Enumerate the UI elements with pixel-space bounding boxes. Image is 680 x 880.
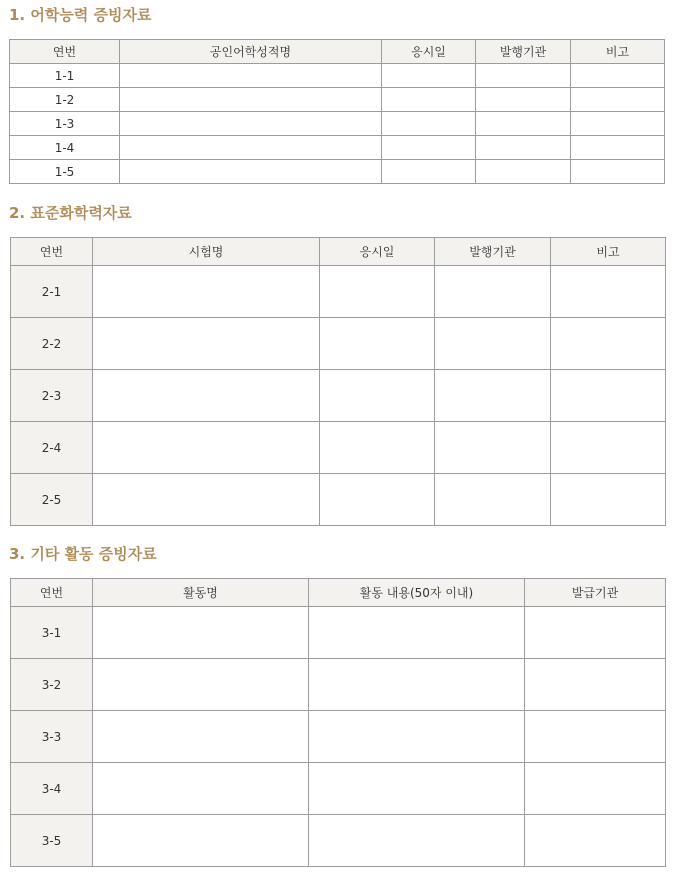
- cell-issuer[interactable]: [525, 659, 666, 711]
- cell-activity-name[interactable]: [93, 815, 309, 867]
- row-number: 2-4: [11, 422, 93, 474]
- cell-activity-content[interactable]: [309, 763, 525, 815]
- section-3-title: 3. 기타 활동 증빙자료: [9, 545, 157, 563]
- table-row: [11, 474, 666, 526]
- cell-remarks[interactable]: [551, 474, 666, 526]
- row-number: 1-5: [10, 160, 120, 184]
- cell-remarks[interactable]: [551, 318, 666, 370]
- cell-issuer[interactable]: [476, 136, 571, 160]
- header-issuer: 발행기관: [476, 40, 571, 64]
- table-row: [10, 136, 665, 160]
- other-activity-table: [10, 578, 666, 867]
- cell-remarks[interactable]: [571, 160, 665, 184]
- cell-test-date[interactable]: [382, 64, 476, 88]
- row-number: 3-5: [11, 815, 93, 867]
- cell-issuer[interactable]: [525, 607, 666, 659]
- cell-issuer[interactable]: [435, 422, 551, 474]
- standardized-test-table: [10, 237, 666, 526]
- header-remarks: 비고: [571, 40, 665, 64]
- cell-activity-content[interactable]: [309, 659, 525, 711]
- header-remarks: 비고: [551, 238, 666, 266]
- cell-exam-name[interactable]: [93, 422, 320, 474]
- table-header-row: [11, 579, 666, 607]
- header-activity-name: 활동명: [93, 579, 309, 607]
- table-row: [11, 659, 666, 711]
- cell-issuer[interactable]: [435, 474, 551, 526]
- cell-test-name[interactable]: [120, 112, 382, 136]
- cell-test-date[interactable]: [382, 136, 476, 160]
- cell-issuer[interactable]: [476, 64, 571, 88]
- row-number: 2-1: [11, 266, 93, 318]
- row-number: 3-4: [11, 763, 93, 815]
- table-header-row: [11, 238, 666, 266]
- table-row: [10, 112, 665, 136]
- cell-exam-name[interactable]: [93, 370, 320, 422]
- cell-test-date[interactable]: [382, 112, 476, 136]
- cell-issuer[interactable]: [435, 370, 551, 422]
- cell-test-name[interactable]: [120, 88, 382, 112]
- header-issuer: 발급기관: [525, 579, 666, 607]
- row-number: 1-4: [10, 136, 120, 160]
- cell-test-name[interactable]: [120, 136, 382, 160]
- table-row: [10, 88, 665, 112]
- cell-test-date[interactable]: [320, 474, 435, 526]
- header-test-date: 응시일: [320, 238, 435, 266]
- cell-issuer[interactable]: [525, 763, 666, 815]
- header-issuer: 발행기관: [435, 238, 551, 266]
- table-row: [11, 370, 666, 422]
- row-number: 3-1: [11, 607, 93, 659]
- row-number: 1-3: [10, 112, 120, 136]
- cell-remarks[interactable]: [571, 136, 665, 160]
- cell-test-name[interactable]: [120, 64, 382, 88]
- cell-issuer[interactable]: [435, 318, 551, 370]
- header-activity-content: 활동 내용(50자 이내): [309, 579, 525, 607]
- table-row: [11, 266, 666, 318]
- cell-activity-content[interactable]: [309, 815, 525, 867]
- cell-test-name[interactable]: [120, 160, 382, 184]
- row-number: 3-2: [11, 659, 93, 711]
- cell-remarks[interactable]: [571, 112, 665, 136]
- table-row: [11, 711, 666, 763]
- table-header-row: [10, 40, 665, 64]
- section-1-title: 1. 어학능력 증빙자료: [9, 6, 152, 24]
- header-test-date: 응시일: [382, 40, 476, 64]
- table-row: [10, 160, 665, 184]
- cell-remarks[interactable]: [571, 88, 665, 112]
- cell-remarks[interactable]: [551, 422, 666, 474]
- row-number: 3-3: [11, 711, 93, 763]
- cell-issuer[interactable]: [525, 815, 666, 867]
- language-proof-table: [9, 39, 665, 184]
- table-row: [11, 422, 666, 474]
- row-number: 2-3: [11, 370, 93, 422]
- cell-issuer[interactable]: [525, 711, 666, 763]
- cell-test-date[interactable]: [382, 88, 476, 112]
- cell-test-date[interactable]: [320, 370, 435, 422]
- cell-remarks[interactable]: [571, 64, 665, 88]
- header-serial: 연번: [11, 238, 93, 266]
- cell-test-date[interactable]: [320, 422, 435, 474]
- table-row: [11, 815, 666, 867]
- cell-activity-name[interactable]: [93, 659, 309, 711]
- cell-activity-content[interactable]: [309, 607, 525, 659]
- cell-issuer[interactable]: [435, 266, 551, 318]
- table-row: [11, 318, 666, 370]
- cell-remarks[interactable]: [551, 370, 666, 422]
- header-exam-name: 시험명: [93, 238, 320, 266]
- cell-exam-name[interactable]: [93, 474, 320, 526]
- table-row: [10, 64, 665, 88]
- cell-test-date[interactable]: [320, 266, 435, 318]
- cell-exam-name[interactable]: [93, 318, 320, 370]
- cell-remarks[interactable]: [551, 266, 666, 318]
- cell-issuer[interactable]: [476, 112, 571, 136]
- row-number: 2-5: [11, 474, 93, 526]
- cell-test-date[interactable]: [382, 160, 476, 184]
- cell-issuer[interactable]: [476, 88, 571, 112]
- cell-exam-name[interactable]: [93, 266, 320, 318]
- cell-activity-name[interactable]: [93, 607, 309, 659]
- cell-test-date[interactable]: [320, 318, 435, 370]
- header-test-name: 공인어학성적명: [120, 40, 382, 64]
- cell-activity-content[interactable]: [309, 711, 525, 763]
- cell-activity-name[interactable]: [93, 763, 309, 815]
- row-number: 2-2: [11, 318, 93, 370]
- row-number: 1-2: [10, 88, 120, 112]
- header-serial: 연번: [11, 579, 93, 607]
- cell-issuer[interactable]: [476, 160, 571, 184]
- row-number: 1-1: [10, 64, 120, 88]
- section-2-title: 2. 표준화학력자료: [9, 204, 132, 222]
- table-row: [11, 607, 666, 659]
- header-serial: 연번: [10, 40, 120, 64]
- table-row: [11, 763, 666, 815]
- cell-activity-name[interactable]: [93, 711, 309, 763]
